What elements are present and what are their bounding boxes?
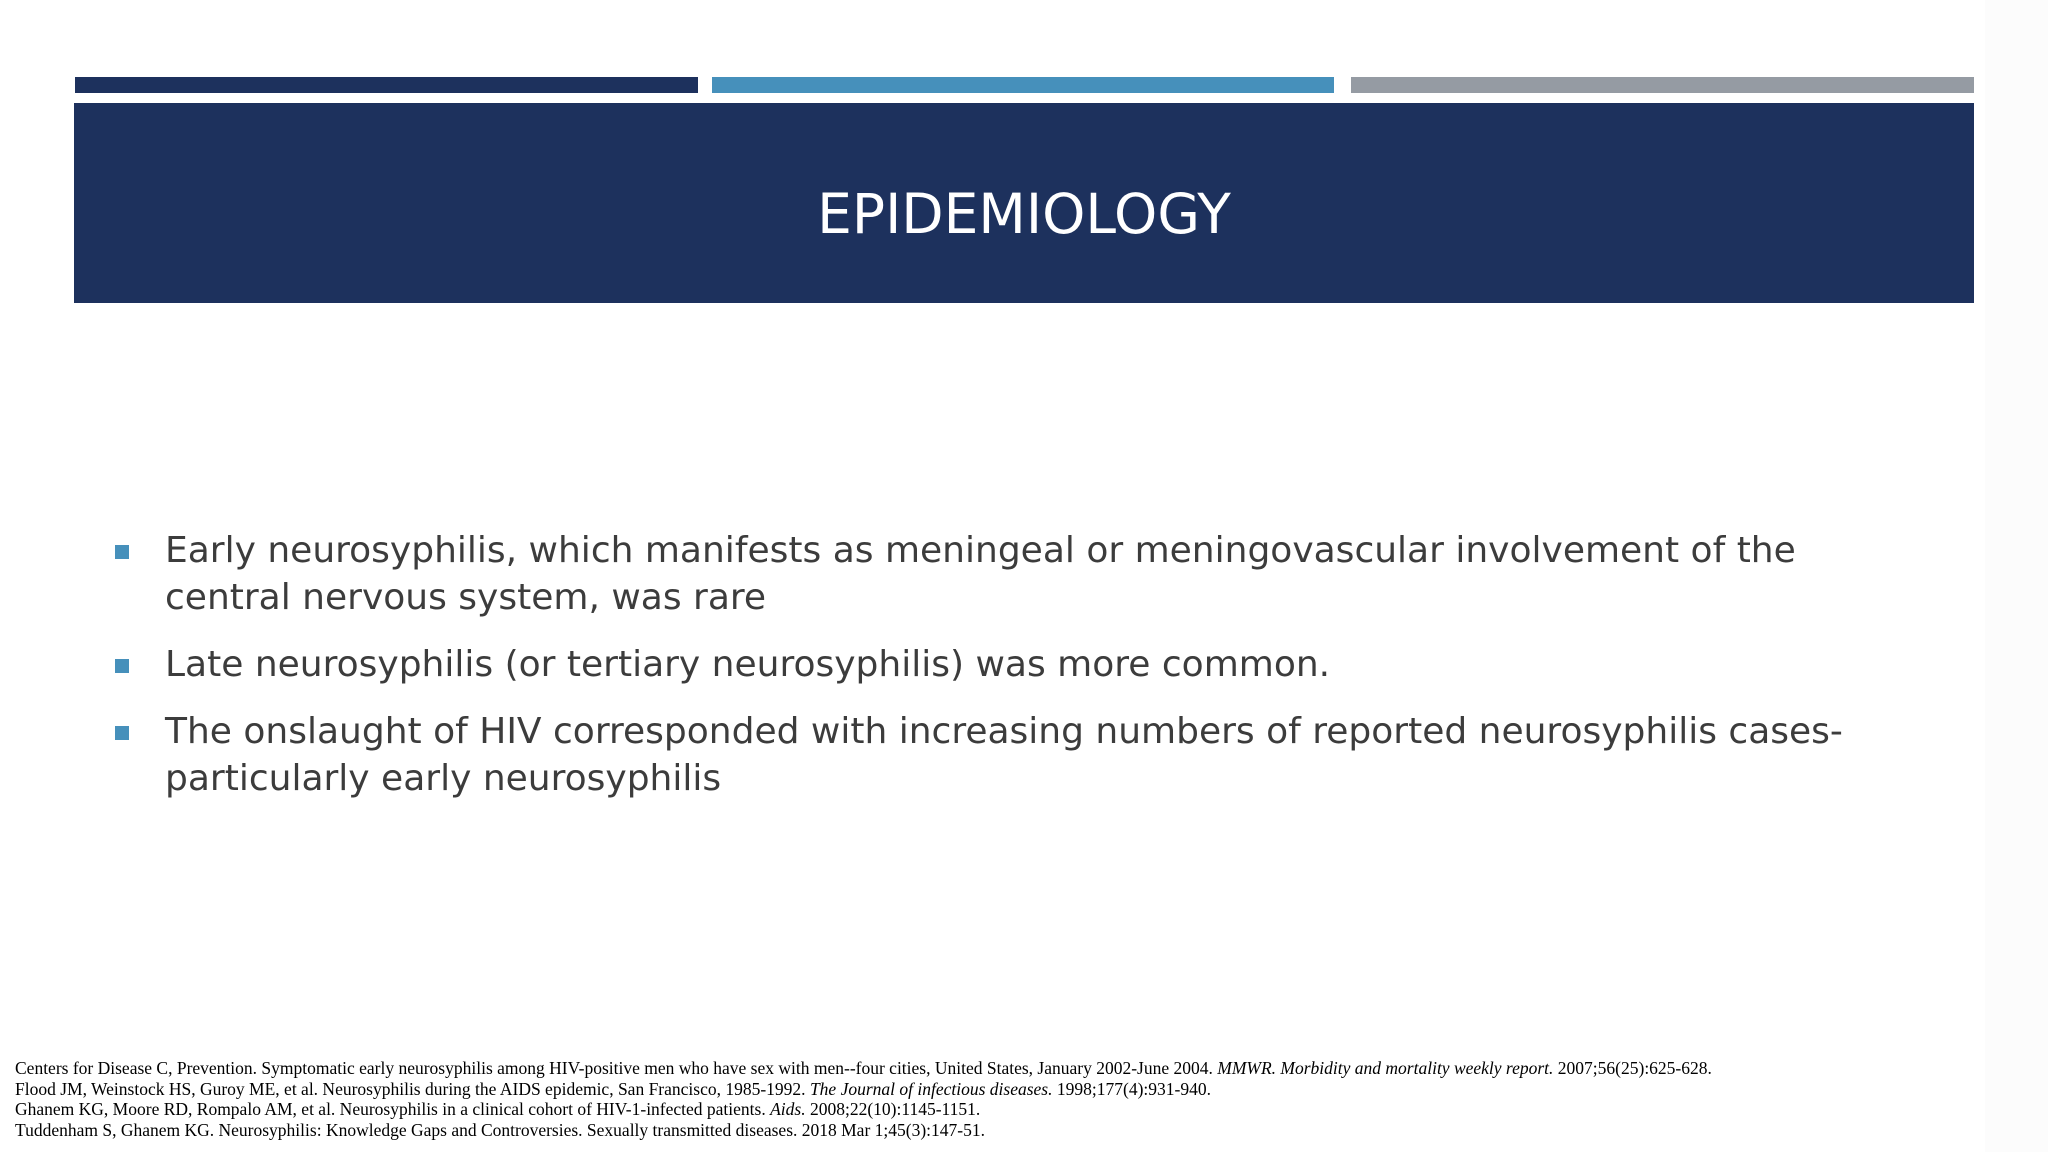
reference-text: Ghanem KG, Moore RD, Rompalo AM, et al. Neurosyphilis in a clinical cohort of HIV-1-infected patients.: [15, 1099, 771, 1119]
accent-bar-blue: [712, 77, 1334, 93]
references: [15, 1058, 1975, 1140]
reference-text: Centers for Disease C, Prevention. Symptomatic early neurosyphilis among HIV-positive men who have sex with men--four cities, United States, January 2002-June 2004.: [15, 1058, 1218, 1078]
slide-title: EPIDEMIOLOGY: [817, 182, 1231, 246]
accent-bar-gray: [1351, 77, 1974, 93]
reference-text: Tuddenham S, Ghanem KG. Neurosyphilis: Knowledge Gaps and Controversies. Sexually transmitted diseases. 2018 Mar 1;45(3):147-51.: [15, 1119, 985, 1140]
slide-edge-shade: [1985, 0, 2048, 1152]
bullet-item: [112, 527, 1872, 621]
bullet-text: Late neurosyphilis (or tertiary neurosyphilis) was more common.: [165, 644, 1331, 685]
reference-citation: 1998;177(4):931-940.: [1052, 1078, 1211, 1099]
reference-line: [15, 1099, 1975, 1120]
reference-citation: 2007;56(25):625-628.: [1553, 1058, 1712, 1078]
bullet-item: [112, 708, 1872, 802]
bullet-item: [112, 641, 1872, 688]
reference-citation: 2008;22(10):1145-1151.: [805, 1099, 981, 1119]
reference-journal: MMWR. Morbidity and mortality weekly report.: [1217, 1058, 1554, 1078]
reference-journal: Aids.: [770, 1099, 806, 1119]
square-bullet-icon: [115, 659, 129, 673]
reference-journal: The Journal of infectious diseases.: [809, 1078, 1053, 1099]
reference-line: [15, 1120, 1975, 1141]
reference-line: [15, 1079, 1975, 1100]
bullet-list: [112, 527, 1872, 822]
accent-bar-dark: [75, 77, 698, 93]
square-bullet-icon: [115, 726, 129, 740]
reference-text: Flood JM, Weinstock HS, Guroy ME, et al. Neurosyphilis during the AIDS epidemic, San Francisco, 1985-1992.: [15, 1078, 810, 1099]
bullet-text: Early neurosyphilis, which manifests as meningeal or meningovascular involvement of the central nervous system, was rare: [165, 530, 1796, 618]
bullet-text: The onslaught of HIV corresponded with increasing numbers of reported neurosyphilis cases- particularly early neurosyphilis: [165, 711, 1843, 799]
title-band: [74, 103, 1974, 303]
square-bullet-icon: [115, 545, 129, 559]
reference-line: [15, 1058, 1975, 1079]
